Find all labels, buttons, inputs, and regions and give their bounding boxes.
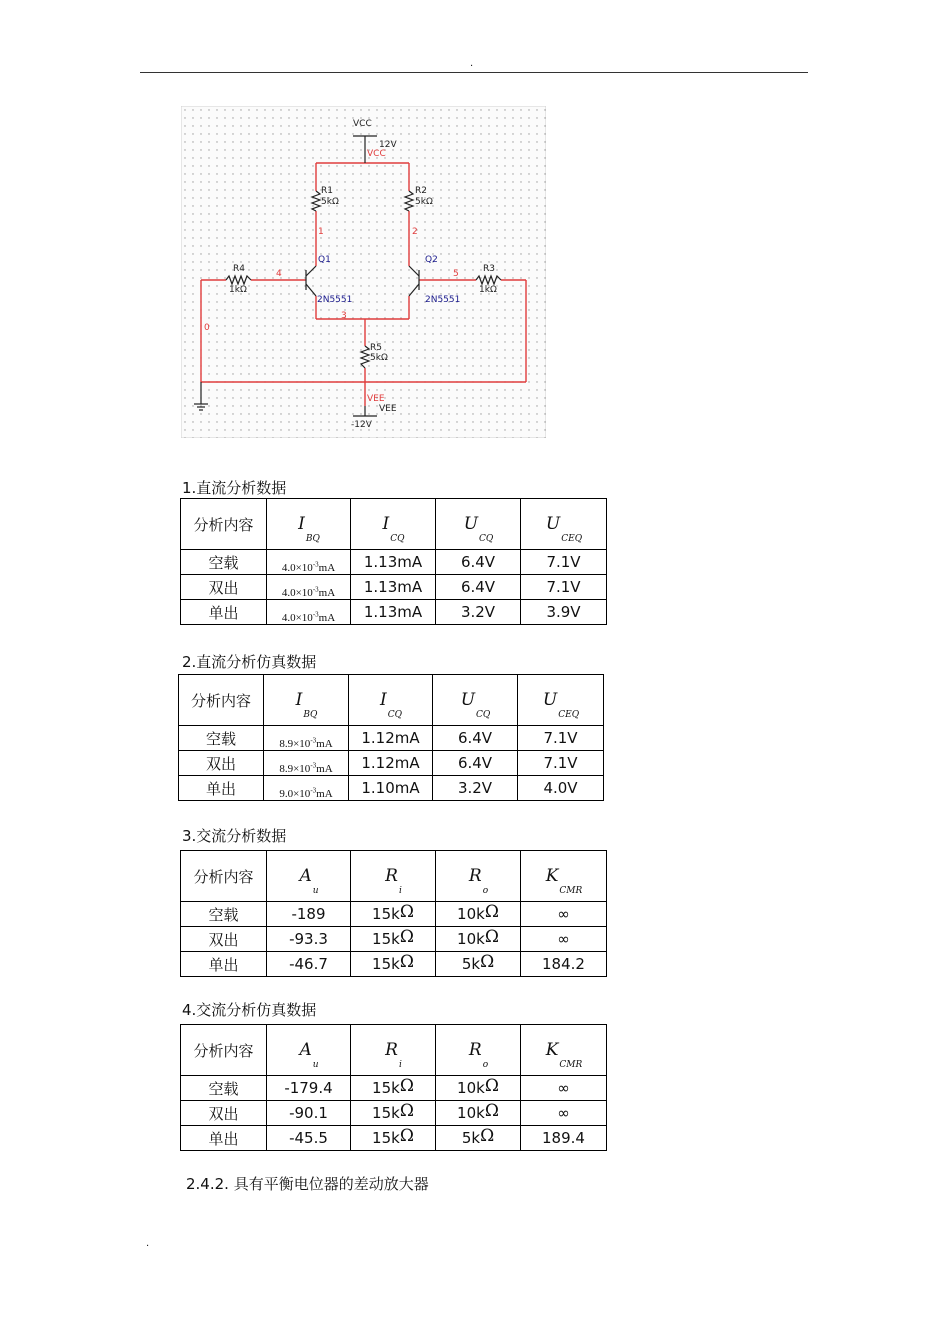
q1-name: Q1 [318,255,331,265]
section-title-ac-analysis: 3.交流分析数据 [182,827,287,845]
section-title-balanced-pot-amplifier: 2.4.2. 具有平衡电位器的差动放大器 [186,1175,429,1193]
table-row: 双出 -93.3 15kΩ 10kΩ ∞ [181,927,607,952]
node-0: 0 [204,323,210,333]
header-rule [140,72,808,73]
header-ibq: $I_{BQ}$ [267,499,351,550]
table-row: 双出 $_{4.0\times 10^{-3}mA}$ 1.13mA 6.4V 7.1V [181,575,607,600]
section-title-dc-analysis: 1.直流分析数据 [182,479,287,497]
section-title-ac-simulation: 4.交流分析仿真数据 [182,1001,317,1019]
vcc-label: VCC [353,119,372,129]
header-kcmr: $K_{CMR}$ [521,851,607,902]
r5-value: 5kΩ [370,353,388,363]
table-header-row [181,851,607,902]
ac-analysis-table [180,850,607,977]
header-analysis-content: 分析内容 [181,499,267,550]
q2-model: 2N5551 [425,295,461,305]
dc-simulation-table [178,674,604,801]
header-icq: $I_{CQ}$ [351,499,436,550]
q2-name: Q2 [425,255,438,265]
footer-mark: . [146,1238,150,1249]
header-kcmr: $K_{CMR}$ [521,1025,607,1076]
header-ucq: $U_{CQ}$ [436,499,521,550]
header-uceq: $U_{CEQ}$ [521,499,607,550]
table-row: 空载 -189 15kΩ 10kΩ ∞ [181,902,607,927]
table-row: 空载 $_{8.9\times 10^{-3}mA}$ 1.12mA 6.4V 7.1V [179,726,604,751]
header-ro: $R_o$ [436,1025,521,1076]
r1-name: R1 [321,186,333,196]
dc-analysis-table [180,498,607,625]
header-ri: $R_i$ [351,851,436,902]
circuit-schematic [181,106,546,438]
vee-voltage: -12V [351,420,372,430]
table-row: 单出 -46.7 15kΩ 5kΩ 184.2 [181,952,607,977]
table-header-row [181,499,607,550]
r2-name: R2 [415,186,427,196]
node-5: 5 [453,269,459,279]
r4-value: 1kΩ [229,285,247,295]
r2-value: 5kΩ [415,197,433,207]
table-row: 单出 $_{9.0\times 10^{-3}mA}$ 1.10mA 3.2V 4.0V [179,776,604,801]
r3-name: R3 [483,264,495,274]
header-mark: . [470,58,474,69]
header-ibq: $I_{BQ}$ [264,675,349,726]
header-ri: $R_i$ [351,1025,436,1076]
node-3: 3 [341,311,347,321]
header-analysis-content: 分析内容 [181,851,267,902]
table-row: 双出 -90.1 15kΩ 10kΩ ∞ [181,1101,607,1126]
vcc-net: VCC [367,149,386,159]
header-au: $A_u$ [267,1025,351,1076]
node-2: 2 [412,227,418,237]
vee-label: VEE [379,404,397,414]
table-row: 空载 -179.4 15kΩ 10kΩ ∞ [181,1076,607,1101]
ac-simulation-table [180,1024,607,1151]
section-title-dc-simulation: 2.直流分析仿真数据 [182,653,317,671]
q1-model: 2N5551 [317,295,353,305]
table-row: 单出 -45.5 15kΩ 5kΩ 189.4 [181,1126,607,1151]
header-analysis-content: 分析内容 [179,675,264,726]
table-row: 双出 $_{8.9\times 10^{-3}mA}$ 1.12mA 6.4V 7.1V [179,751,604,776]
r3-value: 1kΩ [479,285,497,295]
header-au: $A_u$ [267,851,351,902]
table-header-row [181,1025,607,1076]
header-analysis-content: 分析内容 [181,1025,267,1076]
header-uceq: $U_{CEQ}$ [518,675,604,726]
r5-name: R5 [370,343,382,353]
header-icq: $I_{CQ}$ [349,675,433,726]
header-ro: $R_o$ [436,851,521,902]
node-1: 1 [318,227,324,237]
r4-name: R4 [233,264,245,274]
header-ucq: $U_{CQ}$ [433,675,518,726]
vee-net: VEE [367,394,385,404]
r1-value: 5kΩ [321,197,339,207]
table-row: 单出 $_{4.0\times 10^{-3}mA}$ 1.13mA 3.2V 3.9V [181,600,607,625]
table-row: 空载 $_{4.0\times 10^{-3}mA}$ 1.13mA 6.4V 7.1V [181,550,607,575]
node-4: 4 [276,269,282,279]
table-header-row [179,675,604,726]
vcc-voltage: 12V [379,140,397,150]
